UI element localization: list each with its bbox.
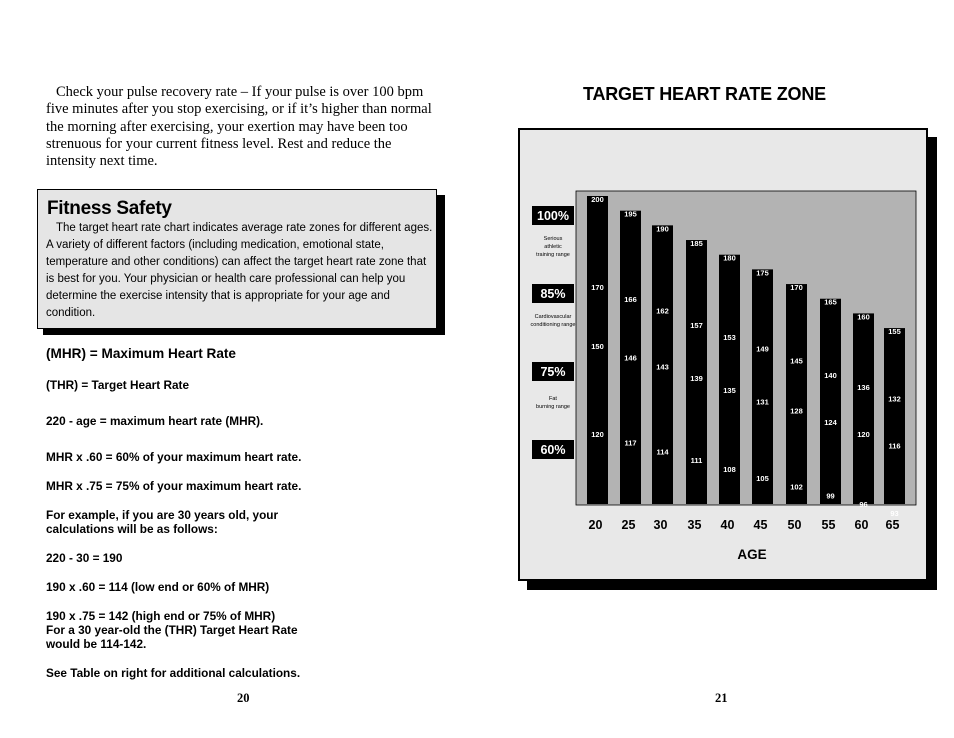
zone-description: athletic xyxy=(544,244,562,250)
chart-title: TARGET HEART RATE ZONE xyxy=(583,84,826,104)
example-intro: For example, if you are 30 years old, your calculations will be as follows: xyxy=(46,508,279,537)
x-axis-label: AGE xyxy=(737,547,767,562)
zone-percent-label: 100% xyxy=(537,209,569,223)
x-tick-label: 65 xyxy=(885,518,900,532)
bar-value-label: 185 xyxy=(690,239,703,249)
bar-value-label: 149 xyxy=(756,344,769,354)
bar-value-label: 160 xyxy=(857,312,870,322)
fitness-safety-box xyxy=(37,189,437,329)
example-step-3: 190 x .75 = 142 (high end or 75% of MHR) For a 30 year-old the (THR) Target Heart Rate would be 114-142. xyxy=(46,609,298,652)
bar-value-label: 170 xyxy=(591,283,604,293)
x-tick-label: 60 xyxy=(854,518,869,532)
bar xyxy=(786,284,807,504)
bar-value-label: 114 xyxy=(656,447,669,457)
x-tick-label: 35 xyxy=(687,518,702,532)
bar-value-label: 157 xyxy=(690,321,703,331)
bar-value-label: 155 xyxy=(888,327,901,337)
bar-value-label: 200 xyxy=(591,195,604,204)
bar xyxy=(820,299,841,504)
heart-rate-chart xyxy=(520,130,926,579)
bar-value-label: 116 xyxy=(888,441,901,451)
bar-value-label: 143 xyxy=(656,362,669,372)
zone-description: training range xyxy=(536,252,570,258)
bar-value-label: 93 xyxy=(890,509,899,519)
bar-value-label: 128 xyxy=(790,406,803,416)
bar-value-label: 136 xyxy=(857,382,870,392)
x-tick-label: 20 xyxy=(588,518,603,532)
bar-value-label: 120 xyxy=(857,429,870,439)
safety-body: The target heart rate chart indicates average rate zones for different ages. A variety of different factors (including medication, emotional state, temperature and other conditions) can affect the target heart rate zone that is best for you. Your physician or health care professional can help you determine the exercise intensity that is appropriate for your age and condition. xyxy=(46,222,433,320)
safety-title: Fitness Safety xyxy=(47,198,172,219)
bar xyxy=(884,328,905,504)
bar-value-label: 166 xyxy=(624,294,637,304)
bar-value-label: 99 xyxy=(826,491,835,501)
bar-value-label: 146 xyxy=(624,353,637,363)
bar-value-label: 96 xyxy=(859,500,868,510)
page-number-right: 21 xyxy=(715,691,728,705)
bar-value-label: 165 xyxy=(824,297,837,307)
bar-value-label: 190 xyxy=(656,224,669,234)
bar-value-label: 170 xyxy=(790,283,803,293)
zone-description: Fat xyxy=(549,396,557,402)
bar-value-label: 145 xyxy=(790,356,803,366)
bar-value-label: 153 xyxy=(723,332,736,342)
bar-value-label: 131 xyxy=(756,397,769,407)
bar-value-label: 150 xyxy=(591,341,604,351)
x-tick-label: 25 xyxy=(621,518,636,532)
bar-value-label: 180 xyxy=(723,253,736,263)
formula-75: MHR x .75 = 75% of your maximum heart rate. xyxy=(46,479,302,493)
example-step-2: 190 x .60 = 114 (low end or 60% of MHR) xyxy=(46,580,270,594)
x-tick-label: 45 xyxy=(753,518,768,532)
bar-value-label: 102 xyxy=(790,482,803,492)
mhr-formula: 220 - age = maximum heart rate (MHR). xyxy=(46,414,264,428)
bar xyxy=(752,269,773,504)
zone-description: conditioning range xyxy=(530,322,576,328)
bar-value-label: 111 xyxy=(690,456,703,466)
bar-value-label: 135 xyxy=(723,385,736,395)
zone-percent-label: 60% xyxy=(540,443,566,457)
bar-value-label: 162 xyxy=(656,306,669,316)
x-tick-label: 50 xyxy=(787,518,802,532)
bar xyxy=(853,313,874,504)
bar-value-label: 117 xyxy=(624,438,637,448)
zone-percent-label: 85% xyxy=(540,287,566,301)
x-tick-label: 55 xyxy=(821,518,836,532)
thr-definition: (THR) = Target Heart Rate xyxy=(46,378,190,392)
bar-value-label: 120 xyxy=(591,429,604,439)
mhr-definition: (MHR) = Maximum Heart Rate xyxy=(46,346,236,361)
bar-value-label: 124 xyxy=(824,418,837,428)
zone-description: Serious xyxy=(543,236,563,242)
bar-value-label: 132 xyxy=(888,394,901,404)
zone-description: Cardiovascular xyxy=(534,314,572,320)
page-number-left: 20 xyxy=(237,691,250,705)
bar-value-label: 195 xyxy=(624,209,637,219)
intro-paragraph: Check your pulse recovery rate – If your pulse is over 100 bpm five minutes after you stop exercising, or if it’s higher than normal the morning after exercising, your exertion may have been too strenuous for your current fitness level. Rest and reduce the intensity next time. xyxy=(46,84,432,170)
chart-panel xyxy=(518,128,928,581)
x-tick-label: 40 xyxy=(720,518,735,532)
bar-value-label: 105 xyxy=(756,473,769,483)
example-step-1: 220 - 30 = 190 xyxy=(46,551,123,565)
formula-60: MHR x .60 = 60% of your maximum heart rate. xyxy=(46,450,302,464)
zone-percent-label: 75% xyxy=(540,365,566,379)
bar-value-label: 108 xyxy=(723,465,736,475)
see-table-note: See Table on right for additional calculations. xyxy=(46,666,301,680)
bar-value-label: 140 xyxy=(824,371,837,381)
bar-value-label: 175 xyxy=(756,268,769,278)
bar-value-label: 139 xyxy=(690,374,703,384)
zone-description: burning range xyxy=(536,404,570,410)
x-tick-label: 30 xyxy=(653,518,668,532)
